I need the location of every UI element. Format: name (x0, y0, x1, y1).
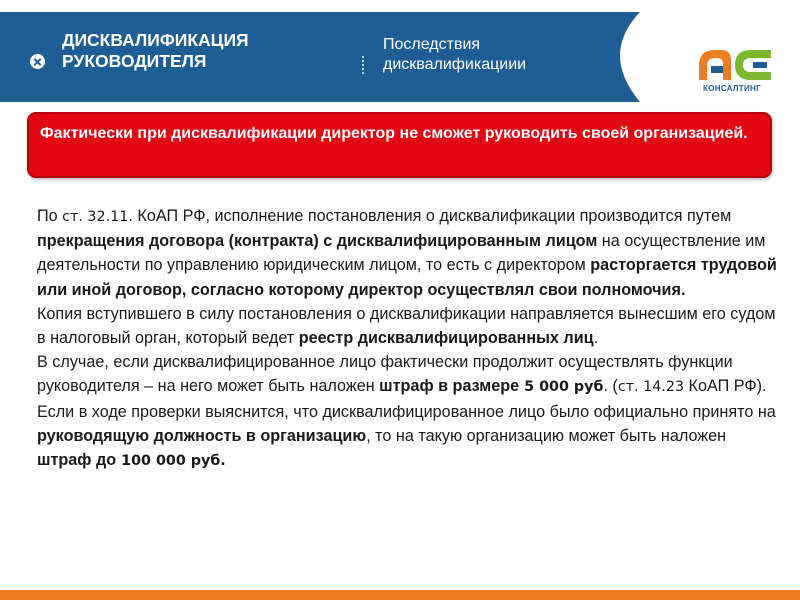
text-run: КоАП РФ). (684, 377, 767, 396)
header-bar (0, 12, 800, 102)
text-run: на осуществление им деятельности по управлению юридическим лицом, то есть с директором (37, 232, 766, 275)
text-run: . ( (603, 377, 618, 396)
header-divider (362, 56, 364, 74)
paragraph-4 (37, 400, 777, 474)
text-run-bold: 100 000 руб. (116, 453, 226, 470)
page-title-line-1: ДИСКВАЛИФИКАЦИЯ (62, 30, 249, 50)
page-title (62, 30, 362, 72)
text-run-bold: расторгается трудовой или иной договор, согласно которому директор осуществлял свои полномочия (37, 256, 777, 299)
text-run: ст. 32.11. (62, 209, 133, 225)
text-run: . (593, 329, 599, 348)
text-run: Копия вступившего в силу постановления о дисквалификации направляется вынесшим его судом в налоговый орган, который ведет (37, 304, 776, 348)
paragraph-1 (37, 204, 777, 302)
page-subtitle-line-1: Последствия (383, 36, 481, 53)
text-run: ст. 14.23 (617, 379, 685, 396)
bottom-accent-stripe (0, 590, 800, 600)
text-run-bold: руководящую должность в организацию (37, 426, 367, 445)
page-subtitle-line-2: дисквалификациии (383, 56, 527, 73)
text-run: По (37, 207, 63, 225)
paragraph-2 (37, 302, 777, 350)
logo-caption: КОНСАЛТИНГ (703, 84, 761, 93)
body-text (37, 204, 777, 473)
text-run-bold: штраф в размере (379, 377, 520, 396)
logo-mark (691, 44, 773, 84)
text-run: , то на такую организацию может быть наложен (366, 426, 727, 445)
paragraph-3 (37, 350, 777, 399)
text-run-bold: 5 000 руб (519, 379, 604, 396)
warning-banner-text: Фактически при дисквалификации директор не сможет руководить своей организацией. (40, 125, 748, 142)
text-run-bold: реестр дисквалифицированных лиц (298, 329, 594, 348)
company-logo (691, 44, 773, 96)
warning-banner (27, 112, 772, 178)
text-run: Если в ходе проверки выяснится, что дисквалифицированное лицо было официально принято на (37, 402, 776, 421)
text-run: КоАП РФ, исполнение постановления о дисквалификации производится путем (132, 207, 732, 225)
text-run-bold: . (680, 280, 686, 299)
close-circle-icon (30, 54, 45, 69)
page-subtitle (383, 35, 623, 75)
page-title-line-2: РУКОВОДИТЕЛЯ (62, 51, 207, 71)
text-run-bold: штраф до (37, 451, 117, 470)
text-run-bold: прекращения договора (контракта) с дисквалифицированным лицом (37, 232, 598, 251)
text-run: В случае, если дисквалифицированное лицо фактически продолжит осуществлять функции руководителя – на него может быть наложен (37, 353, 733, 396)
